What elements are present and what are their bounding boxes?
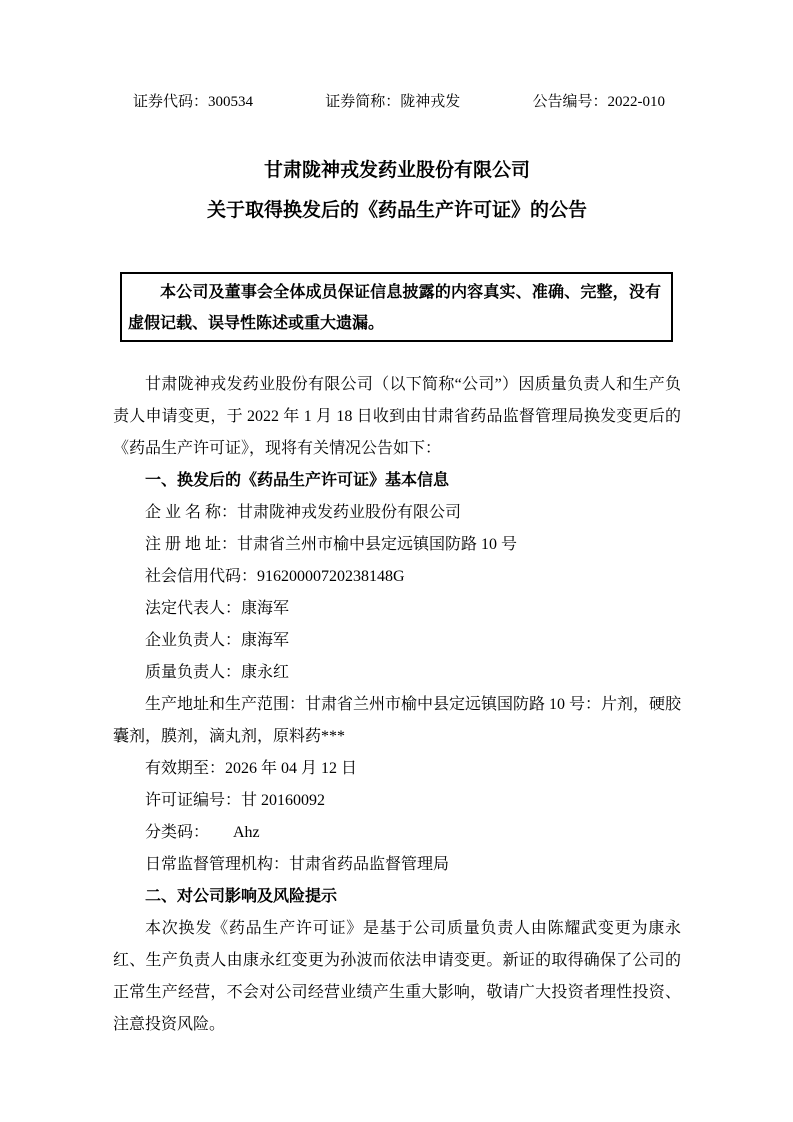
disclosure-statement-text: 本公司及董事会全体成员保证信息披露的内容真实、准确、完整，没有虚假记载、误导性陈述或重大遗漏。 <box>128 284 661 332</box>
field-validity-date: 有效期至：2026 年 04 月 12 日 <box>145 760 358 777</box>
stock-code: 证券代码：300534 <box>133 94 254 110</box>
intro-paragraph: 甘肃陇神戎发药业股份有限公司（以下简称“公司”）因质量负责人和生产负责人申请变更，于 2022 年 1 月 18 日收到由甘肃省药品监督管理局换发变更后的《药品生产许可证》，现将有关情况公告如下： <box>113 376 681 457</box>
field-production-address-scope: 生产地址和生产范围：甘肃省兰州市榆中县定远镇国防路 10 号：片剂，硬胶囊剂，膜剂，滴丸剂，原料药*** <box>113 696 682 745</box>
field-company-head: 企业负责人：康海军 <box>145 632 290 649</box>
section1-heading: 一、换发后的《药品生产许可证》基本信息 <box>145 472 450 489</box>
announcement-title: 关于取得换发后的《药品生产许可证》的公告 <box>206 200 587 221</box>
field-credit-code: 社会信用代码：91620000720238148G <box>145 568 405 585</box>
field-company-name: 企 业 名 称：甘肃陇神戎发药业股份有限公司 <box>145 504 462 521</box>
field-license-number: 许可证编号：甘 20160092 <box>145 792 326 809</box>
field-classification-code: 分类码： Ahz <box>145 824 260 841</box>
announcement-number: 公告编号：2022-010 <box>532 94 665 110</box>
field-legal-representative: 法定代表人：康海军 <box>145 600 290 617</box>
section2-heading: 二、对公司影响及风险提示 <box>145 888 338 905</box>
field-registered-address: 注 册 地 址：甘肃省兰州市榆中县定远镇国防路 10 号 <box>145 536 518 553</box>
disclosure-statement-box <box>120 272 673 342</box>
impact-risk-paragraph: 本次换发《药品生产许可证》是基于公司质量负责人由陈耀武变更为康永红、生产负责人由康永红变更为孙波而依法申请变更。新证的取得确保了公司的正常生产经营，不会对公司经营业绩产生重大影响，敬请广大投资者理性投资、注意投资风险。 <box>113 920 681 1033</box>
document-body <box>113 369 681 1041</box>
stock-short-name: 证券简称：陇神戎发 <box>325 94 461 110</box>
company-name-title: 甘肃陇神戎发药业股份有限公司 <box>263 160 530 181</box>
field-quality-head: 质量负责人：康永红 <box>145 664 290 681</box>
document-header <box>113 92 681 112</box>
field-supervisory-authority: 日常监督管理机构：甘肃省药品监督管理局 <box>145 856 450 873</box>
